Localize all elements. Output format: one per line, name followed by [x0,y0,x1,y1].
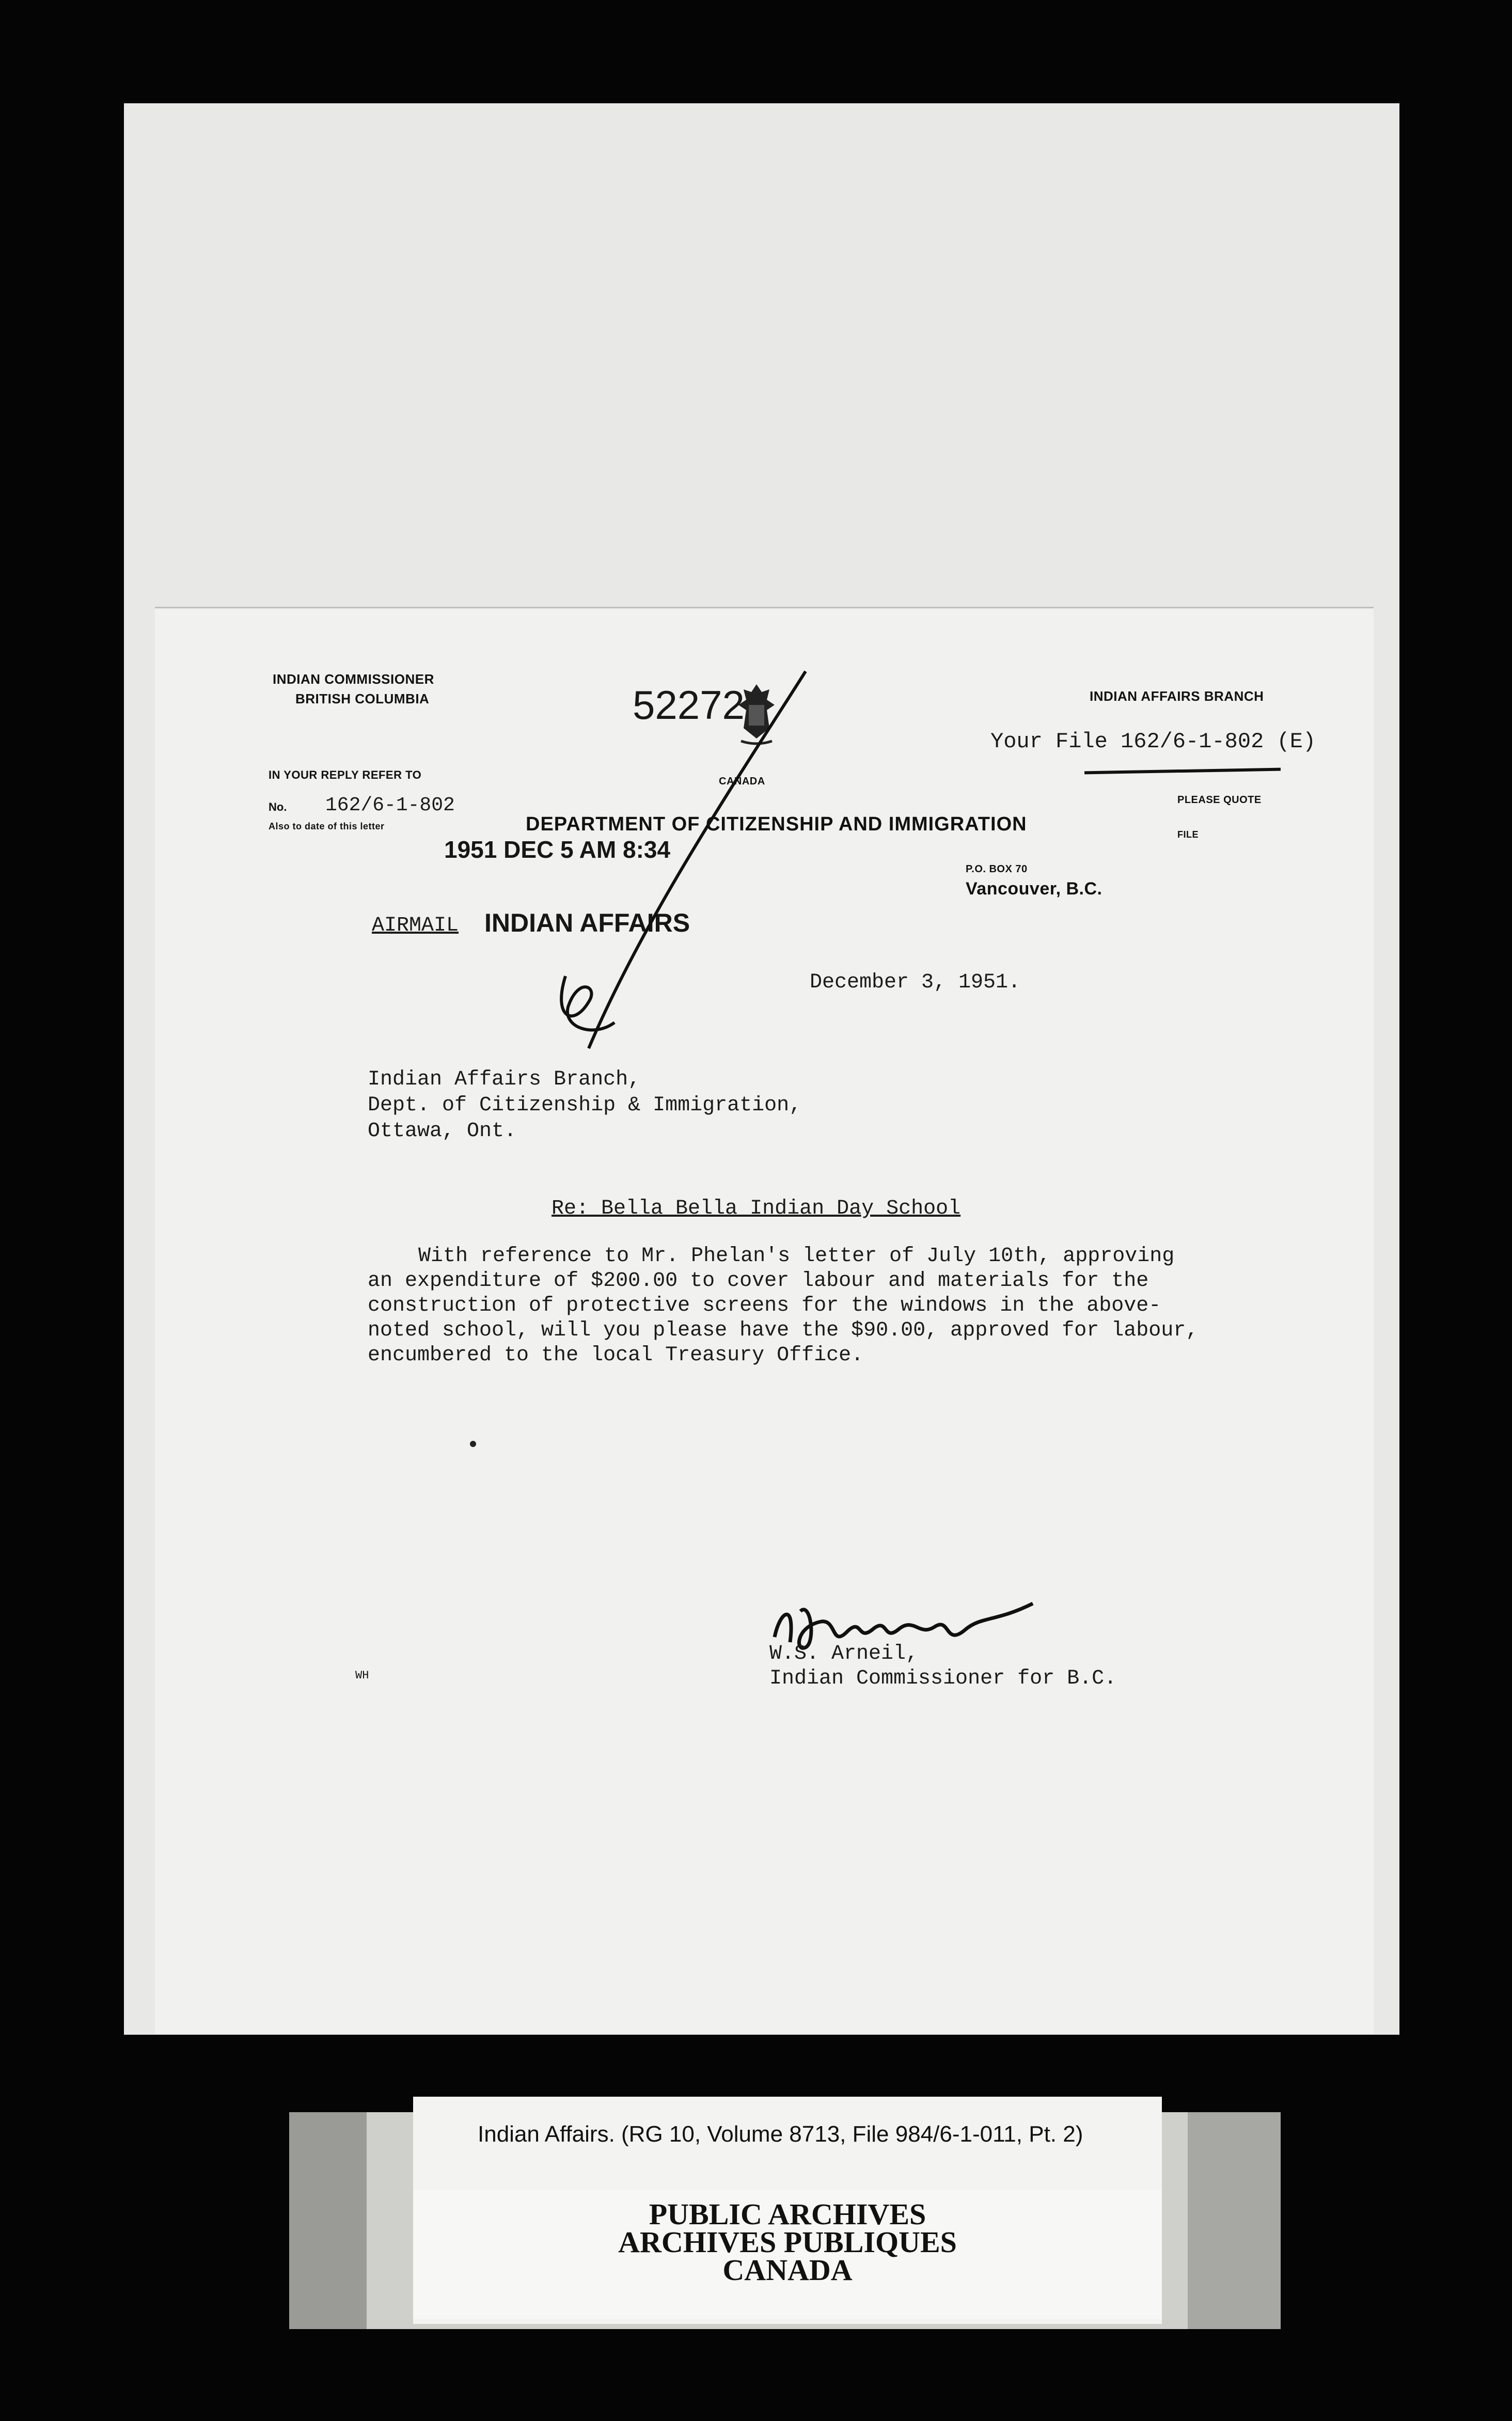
received-stamp: 1951 DEC 5 AM 8:34 [444,836,671,863]
address-line-1: Indian Affairs Branch, [368,1068,641,1091]
file-no-prefix: No. [269,800,287,813]
letter-date: December 3, 1951. [810,971,1021,994]
archive-line-2: ARCHIVES PUBLIQUES [618,2225,957,2259]
file-no-value: 162/6-1-802 [325,794,455,816]
indian-affairs-stamp: INDIAN AFFAIRS [484,908,690,937]
archive-box-left-side [289,2112,367,2329]
pen-stroke-icon [516,666,826,1059]
ink-dot [470,1441,476,1447]
archive-line-3: CANADA [722,2253,853,2287]
crest-caption: CANADA [719,776,765,787]
file-label: FILE [1177,829,1199,840]
reply-refer-label: IN YOUR REPLY REFER TO [269,768,422,781]
body-line-4: noted school, will you please have the $90.00, approved for labour, [368,1319,1199,1342]
stamp-number: 52272 [633,682,745,728]
please-quote-label: PLEASE QUOTE [1177,794,1262,806]
body-line-2: an expenditure of $200.00 to cover labour and materials for the [368,1269,1149,1293]
archive-line-1: PUBLIC ARCHIVES [649,2197,926,2231]
signatory-name: W.S. Arneil, [769,1642,919,1665]
po-box: P.O. BOX 70 [966,863,1028,875]
address-line-2: Dept. of Citizenship & Immigration, [368,1094,802,1117]
department-heading: DEPARTMENT OF CITIZENSHIP AND IMMIGRATION [526,813,1027,835]
subject-line: Re: Bella Bella Indian Day School [552,1197,961,1220]
letterhead-commissioner: INDIAN COMMISSIONER [273,671,434,687]
your-file-reference: Your File 162/6-1-802 (E) [990,729,1316,754]
body-line-3: construction of protective screens for the windows in the above- [368,1294,1161,1317]
archive-box-right-side [1188,2112,1281,2329]
typist-initials: WH [355,1669,369,1682]
airmail-label: AIRMAIL [372,914,459,937]
letterhead-province: BRITISH COLUMBIA [295,691,430,706]
also-to-date: Also to date of this letter [269,821,385,831]
signatory-title: Indian Commissioner for B.C. [769,1667,1117,1690]
branch-title: INDIAN AFFAIRS BRANCH [1090,688,1264,704]
archive-caption: Indian Affairs. (RG 10, Volume 8713, File 984/6-1-011, Pt. 2) [478,2121,1083,2147]
address-line-3: Ottawa, Ont. [368,1120,517,1143]
body-line-5: encumbered to the local Treasury Office. [368,1344,864,1367]
city: Vancouver, B.C. [966,879,1102,899]
body-line-1: With reference to Mr. Phelan's letter of July 10th, approving [418,1245,1175,1268]
